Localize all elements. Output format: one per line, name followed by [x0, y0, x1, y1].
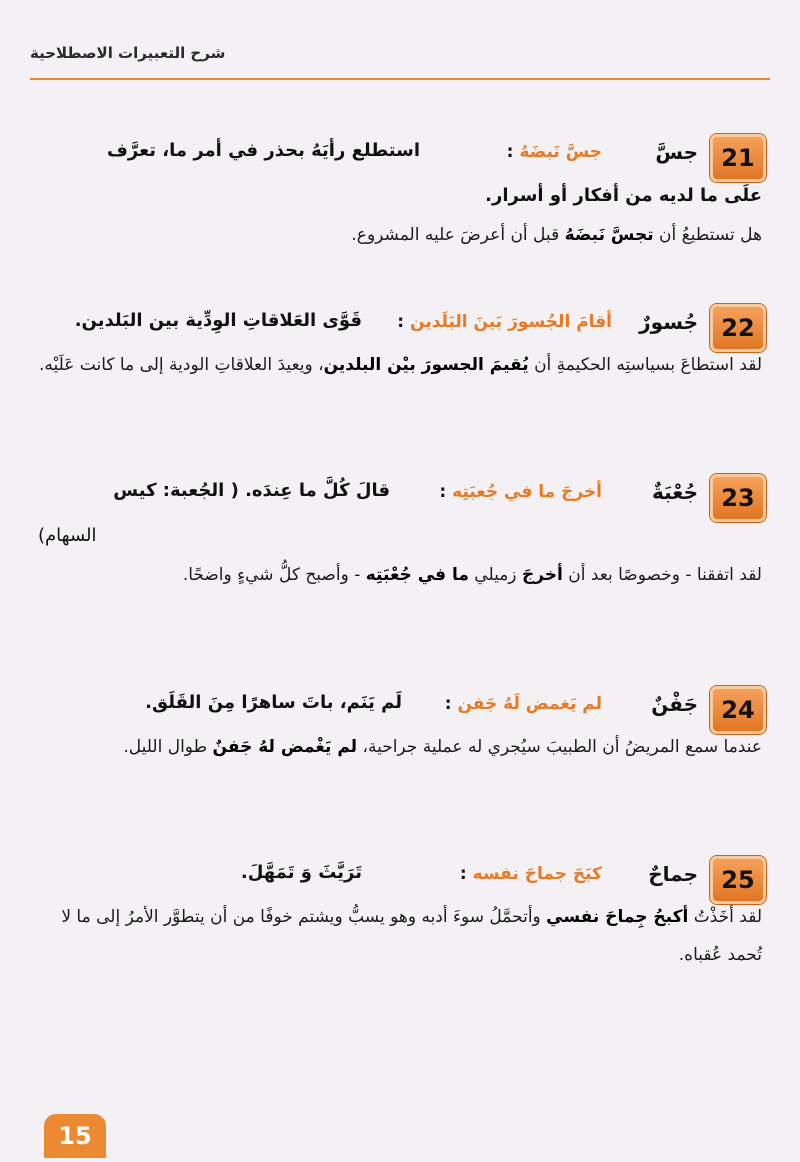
root-word: جُسورٌ	[639, 310, 698, 334]
idiom-meaning-continued: علَى ما لديه من أفكار أو أسرار.	[485, 185, 762, 206]
entry-number-badge: 21	[710, 134, 766, 182]
idiom-meaning-continued: السهام)	[38, 525, 97, 546]
idiom-meaning: لَم يَنَم، باتَ ساهرًا مِنَ القَلَق.	[145, 692, 402, 713]
entry-head	[38, 476, 762, 516]
entry-head	[38, 858, 762, 898]
idiom-text: جسَّ نَبضَهُ	[519, 142, 602, 162]
example-text: زميلي	[468, 565, 522, 585]
idiom-phrase	[445, 694, 602, 714]
idiom-colon: :	[397, 312, 405, 332]
example-text: لقد أخَذْتُ	[688, 907, 762, 927]
idiom-text: لم يَغمض لَهُ جَفن	[457, 694, 602, 714]
example-highlight: يُقيمَ الجسورَ بيْن البلدين	[323, 355, 529, 375]
example-highlight: أخرجَ	[521, 565, 563, 585]
root-word: جُعْبَةٌ	[652, 480, 698, 504]
example-text: طوال الليل.	[123, 737, 213, 757]
idiom-text: أقامَ الجُسورَ بَينَ البَلَدين	[410, 312, 612, 332]
page-number: 15	[44, 1114, 106, 1158]
idiom-phrase	[397, 312, 612, 332]
idiom-phrase	[507, 142, 602, 162]
example-sentence	[38, 556, 762, 594]
idiom-meaning: قَوَّى العَلاقاتِ الوِدِّية بين البَلدين.	[74, 310, 362, 331]
idiom-colon: :	[459, 864, 467, 884]
example-text: قبل أن أعرضَ عليه المشروع.	[351, 225, 565, 245]
idiom-phrase	[439, 482, 602, 502]
example-highlight: لم يَغْمض لهُ جَفنٌ	[212, 737, 358, 757]
example-highlight: ما في جُعْبَتِه	[365, 565, 469, 585]
idiom-entry	[38, 476, 762, 594]
entry-number-badge: 25	[710, 856, 766, 904]
entry-number-badge: 22	[710, 304, 766, 352]
idiom-text: أخرجَ ما في جُعبَتِه	[452, 482, 602, 502]
idiom-meaning: استطلع رأيَهُ بحذر في أمر ما، تعرَّف	[107, 140, 420, 161]
example-text: هل تستطيعُ أن	[653, 225, 762, 245]
idiom-colon: :	[439, 482, 447, 502]
entry-head	[38, 306, 762, 346]
root-word: جسَّ	[655, 140, 698, 164]
example-sentence	[38, 898, 762, 974]
idiom-entry	[38, 136, 762, 254]
example-text: وأتحمَّلُ سوءَ أدبه وهو يسبُّ ويشتم خوفًا من أن يتطوَّر الأمرُ إلى ما لا تُحمد عُقباه.	[61, 907, 762, 965]
example-text: - وأصبح كلُّ شيءٍ واضحًا.	[182, 565, 366, 585]
example-sentence	[38, 346, 762, 384]
example-sentence	[38, 216, 762, 254]
example-highlight: أكبحُ جِماحَ نفسي	[546, 907, 689, 927]
example-text: ، ويعيدَ العلاقاتِ الودية إلى ما كانت عَلَيْه.	[38, 355, 324, 375]
idiom-meaning: تَرَيَّثَ وَ تَمَهَّلَ.	[240, 862, 362, 883]
entry-number-badge: 24	[710, 686, 766, 734]
idiom-entry	[38, 858, 762, 974]
entry-number-badge: 23	[710, 474, 766, 522]
idiom-meaning: قالَ كُلَّ ما عِندَه. ( الجُعبة: كيس	[113, 480, 390, 501]
root-word: جماحٌ	[648, 862, 698, 886]
idiom-colon: :	[444, 694, 452, 714]
example-text: عندما سمع المريضُ أن الطبيبَ سيُجري له عملية جراحية،	[357, 737, 762, 757]
entry-head	[38, 688, 762, 728]
entry-head	[38, 136, 762, 176]
example-sentence	[38, 728, 762, 766]
example-text: لقد اتفقنا - وخصوصًا بعد أن	[562, 565, 762, 585]
idiom-entry	[38, 688, 762, 766]
example-text: لقد استطاعَ بسياستِه الحكيمةِ أن	[528, 355, 762, 375]
idiom-text: كبَحَ جماحَ نفسه	[472, 864, 602, 884]
idiom-entry	[38, 306, 762, 384]
idiom-phrase	[460, 864, 602, 884]
header-divider	[30, 78, 770, 80]
example-highlight: تجسَّ نَبضَهُ	[564, 225, 654, 245]
idiom-colon: :	[506, 142, 514, 162]
root-word: جَفْنٌ	[651, 692, 698, 716]
running-header: شرح التعبيرات الاصطلاحية	[30, 44, 226, 62]
